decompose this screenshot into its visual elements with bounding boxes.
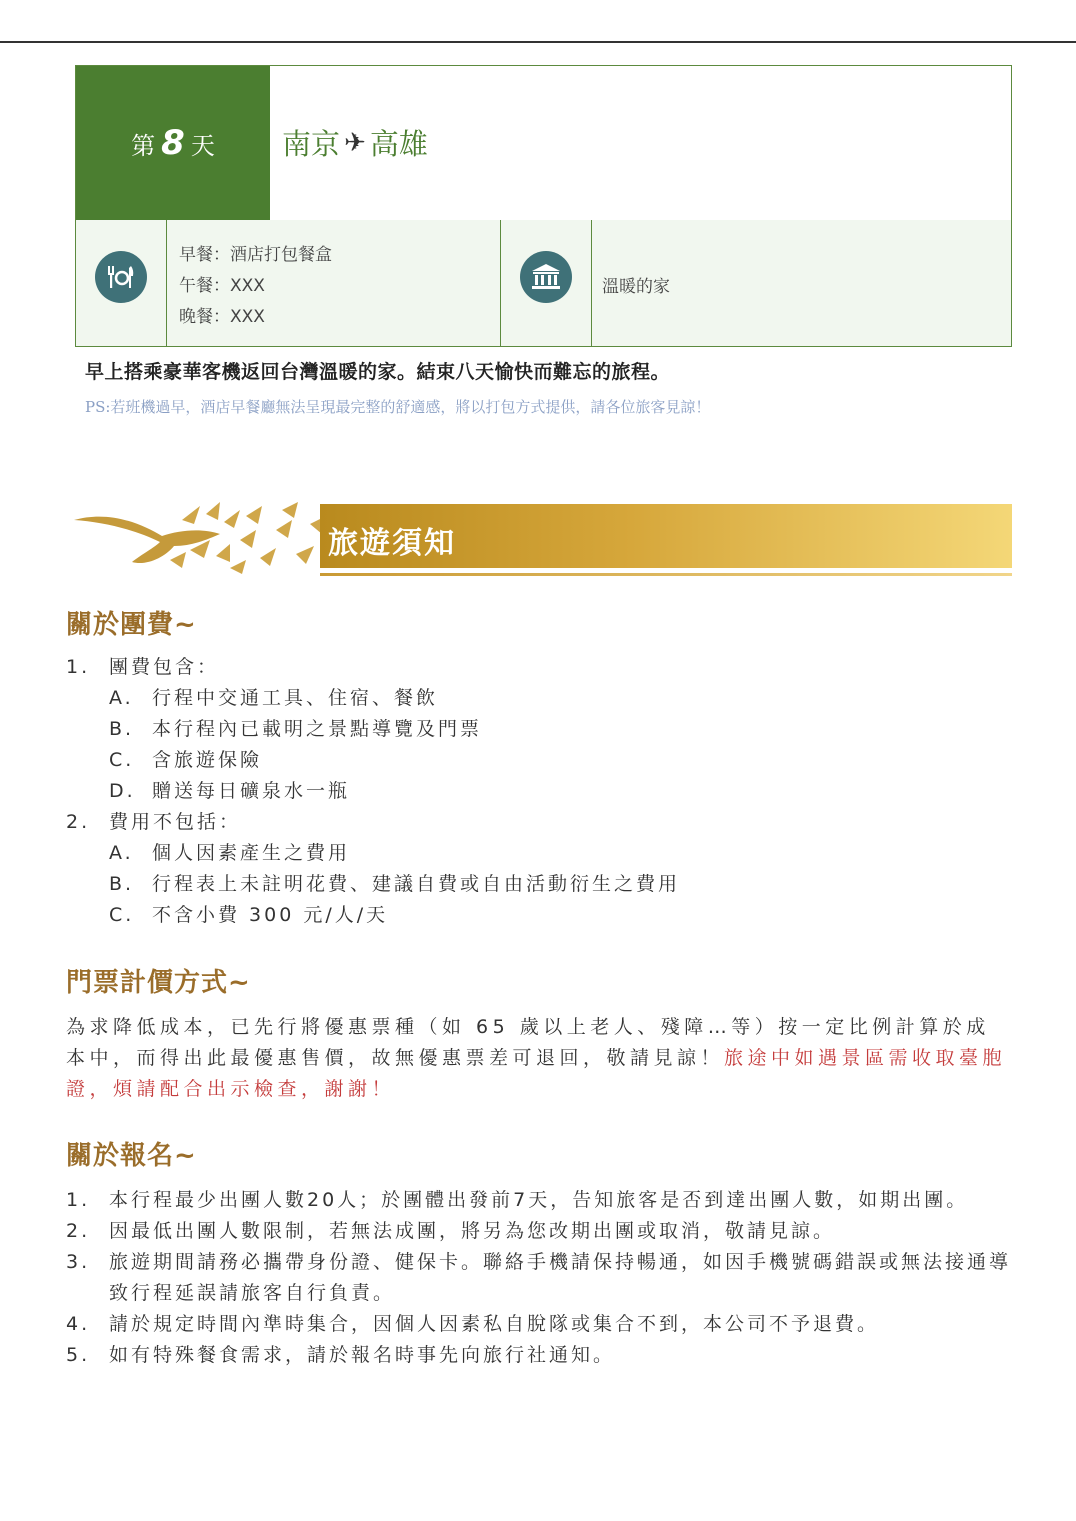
- fees-heading: 關於團費~: [66, 610, 197, 640]
- tickets-text: 為求降低成本，已先行將優惠票種（如 65 歲以上老人、殘障…等）按一定比例計算於成本中，而得出此最優惠售價，故無優惠票差可退回，敬請見諒！: [66, 1016, 990, 1069]
- item-text: 旅遊期間請務必攜帶身份證、健保卡。聯絡手機請保持暢通，如因手機號碼錯誤或無法接通導致行程延誤請旅客自行負責。: [109, 1251, 1012, 1304]
- item-text: 團費包含：: [109, 656, 220, 678]
- item-text: 如有特殊餐食需求，請於報名時事先向旅行社通知。: [109, 1344, 616, 1366]
- list-item: [66, 714, 680, 745]
- building-icon: [520, 251, 572, 303]
- route-to: 高雄: [369, 127, 428, 161]
- item-text: 個人因素產生之費用: [152, 842, 351, 864]
- list-item: [66, 1185, 1011, 1216]
- day-card: [75, 65, 1012, 347]
- item-number: 1.: [66, 1189, 91, 1211]
- route-title: [282, 122, 428, 163]
- lunch: 午餐：XXX: [179, 276, 265, 296]
- registration-list: [66, 1185, 1011, 1371]
- list-item: [66, 1309, 1011, 1340]
- top-rule: [0, 41, 1076, 43]
- list-item: [66, 900, 680, 931]
- list-item: [66, 807, 680, 838]
- item-text: 行程中交通工具、住宿、餐飲: [152, 687, 439, 709]
- item-letter: A.: [109, 842, 134, 864]
- item-text: 不含小費 300 元/人/天: [152, 904, 389, 926]
- banner-title: 旅遊須知: [328, 526, 456, 561]
- list-item: [66, 1340, 1011, 1371]
- day-suffix: 天: [190, 131, 215, 160]
- item-text: 費用不包括：: [109, 811, 242, 833]
- list-item: [66, 1216, 1011, 1247]
- item-number: 4.: [66, 1313, 91, 1335]
- travel-notice-banner: [70, 500, 1012, 576]
- day-badge: [76, 66, 270, 220]
- day-summary: 早上搭乘豪華客機返回台灣溫暖的家。結束八天愉快而難忘的旅程。: [85, 361, 671, 383]
- route-from: 南京: [282, 127, 341, 161]
- item-text: 本行程最少出團人數20人；於團體出發前7天，告知旅客是否到達出團人數，如期出團。: [109, 1189, 969, 1211]
- item-number: 2.: [66, 811, 91, 833]
- list-item: [66, 838, 680, 869]
- item-number: 2.: [66, 1220, 91, 1242]
- meals-cell: [167, 220, 501, 346]
- item-letter: B.: [109, 873, 135, 895]
- tickets-highlight: 旅途中如遇景區需收取臺胞證，煩請配合出示檢查，謝謝！: [66, 1047, 1007, 1100]
- breakfast: 早餐：酒店打包餐盒: [179, 245, 332, 265]
- day-info-row: [76, 220, 1011, 346]
- registration-heading: 關於報名~: [66, 1141, 197, 1171]
- list-item: [66, 683, 680, 714]
- utensils-icon: [95, 251, 147, 303]
- list-item: [66, 745, 680, 776]
- tickets-heading: 門票計價方式~: [66, 968, 251, 998]
- item-letter: A.: [109, 687, 134, 709]
- item-letter: B.: [109, 718, 135, 740]
- tickets-paragraph: [66, 1012, 1011, 1105]
- item-text: 贈送每日礦泉水一瓶: [152, 780, 351, 802]
- item-letter: C.: [109, 904, 135, 926]
- list-item: [66, 776, 680, 807]
- list-item: [66, 1247, 1011, 1309]
- hotel-name: 溫暖的家: [602, 277, 670, 297]
- item-number: 5.: [66, 1344, 91, 1366]
- ps-note: PS:若班機過早，酒店早餐廳無法呈現最完整的舒適感，將以打包方式提供，請各位旅客見諒！: [85, 398, 711, 416]
- fees-list: [66, 652, 680, 931]
- item-text: 含旅遊保險: [152, 749, 263, 771]
- item-number: 3.: [66, 1251, 91, 1273]
- item-text: 請於規定時間內準時集合，因個人因素私自脫隊或集合不到，本公司不予退費。: [109, 1313, 880, 1335]
- day-header: [76, 66, 1011, 221]
- hotel-cell: [592, 220, 1011, 346]
- item-text: 本行程內已載明之景點導覽及門票: [152, 718, 483, 740]
- day-number: 8: [161, 123, 185, 163]
- day-prefix: 第: [131, 131, 156, 160]
- meal-icon-cell: [76, 220, 167, 346]
- list-item: [66, 652, 680, 683]
- dinner: 晚餐：XXX: [179, 307, 265, 327]
- item-text: 行程表上未註明花費、建議自費或自由活動衍生之費用: [152, 873, 681, 895]
- hotel-icon-cell: [501, 220, 592, 346]
- item-letter: D.: [109, 780, 136, 802]
- meals-list: [179, 240, 332, 333]
- list-item: [66, 869, 680, 900]
- item-number: 1.: [66, 656, 91, 678]
- item-text: 因最低出團人數限制，若無法成團，將另為您改期出團或取消，敬請見諒。: [109, 1220, 836, 1242]
- item-letter: C.: [109, 749, 135, 771]
- airplane-icon: ✈: [344, 127, 366, 158]
